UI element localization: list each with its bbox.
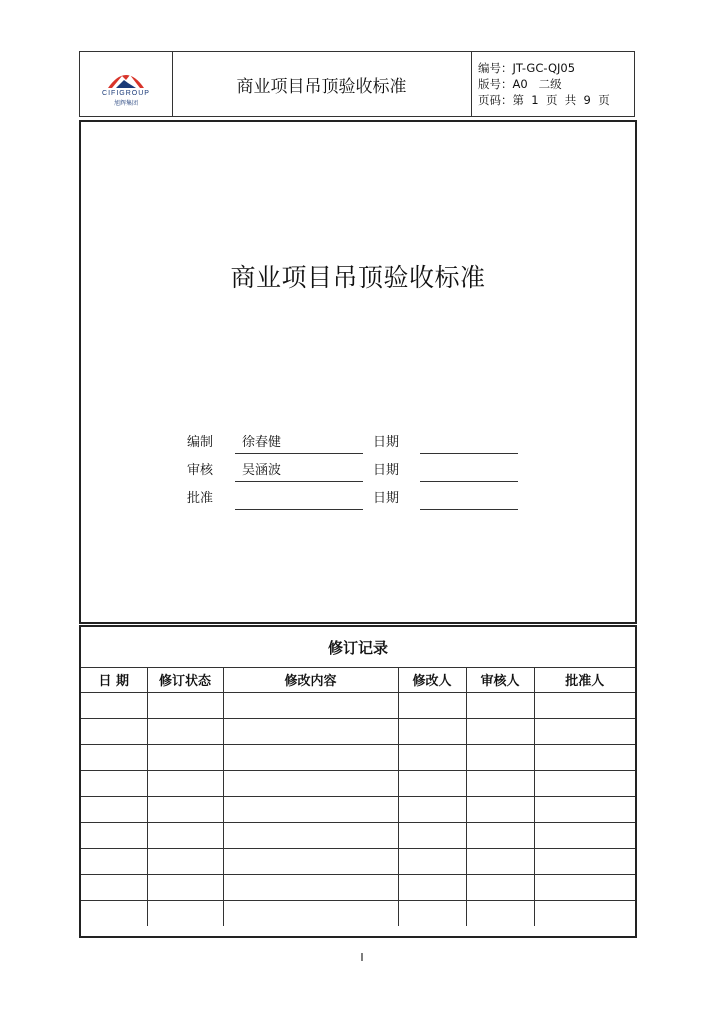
column-header: 修订状态 [147,667,223,693]
table-cell [147,719,223,745]
table-cell [147,901,223,927]
table-cell [466,901,534,927]
approved-date-line [420,509,518,510]
table-cell [223,849,398,875]
table-cell [398,875,466,901]
header-title: 商业项目吊顶验收标准 [172,52,472,116]
table-row [81,901,635,927]
prepared-by-line [235,453,363,454]
table-cell [534,823,635,849]
table-cell [81,719,147,745]
table-cell [223,771,398,797]
table-cell [81,875,147,901]
page-number: I [360,951,364,964]
document-title: 商业项目吊顶验收标准 [230,263,486,292]
reviewed-by-name: 吴涵波 [242,463,282,478]
table-cell [534,849,635,875]
table-cell [534,797,635,823]
table-cell [534,745,635,771]
table-cell [223,745,398,771]
reviewed-by-line [235,481,363,482]
table-cell [398,901,466,927]
table-cell [534,771,635,797]
table-cell [81,823,147,849]
table-cell [147,849,223,875]
mountain-logo-icon [106,66,146,90]
table-row [81,745,635,771]
document-version: 版号：A0 二级 [478,77,562,91]
table-cell [466,823,534,849]
table-cell [223,875,398,901]
document-code: 编号：JT-GC-QJ05 [478,61,576,75]
reviewed-by-label: 审核 [187,463,214,478]
revision-title: 修订记录 [81,627,635,668]
approved-by-label: 批准 [187,491,214,506]
revision-table [81,667,635,926]
prepared-by-label: 编制 [187,435,214,450]
table-cell [147,875,223,901]
table-row [81,771,635,797]
prepared-date-line [420,453,518,454]
table-cell [223,901,398,927]
table-cell [147,823,223,849]
table-cell [534,719,635,745]
table-cell [147,797,223,823]
table-cell [81,849,147,875]
approved-date-label: 日期 [373,491,400,506]
table-cell [398,719,466,745]
cover-page [79,120,637,624]
logo-text: CIFIGROUP [102,90,150,97]
table-cell [466,719,534,745]
table-cell [398,771,466,797]
table-cell [223,797,398,823]
column-header: 修改人 [398,667,466,693]
table-cell [81,771,147,797]
table-row [81,719,635,745]
column-header: 日 期 [81,667,147,693]
document-page: 页码：第 1 页 共 9 页 [478,93,610,107]
table-cell [466,875,534,901]
table-cell [223,693,398,719]
table-cell [398,745,466,771]
prepared-by-name: 徐春健 [242,435,282,450]
table-cell [147,745,223,771]
table-cell [81,901,147,927]
table-cell [81,745,147,771]
table-cell [534,875,635,901]
document-header [79,51,635,117]
reviewed-date-line [420,481,518,482]
table-cell [223,719,398,745]
table-row [81,693,635,719]
table-cell [81,797,147,823]
approved-by-line [235,509,363,510]
table-cell [147,771,223,797]
header-meta [478,60,610,108]
table-row [81,875,635,901]
column-header: 修改内容 [223,667,398,693]
table-cell [466,849,534,875]
table-cell [534,693,635,719]
table-cell [147,693,223,719]
revision-record [79,625,637,938]
table-row [81,797,635,823]
company-logo [80,52,173,116]
table-cell [534,901,635,927]
column-header: 审核人 [466,667,534,693]
table-cell [223,823,398,849]
prepared-date-label: 日期 [373,435,400,450]
table-cell [466,745,534,771]
table-row [81,849,635,875]
table-header-row [81,667,635,693]
table-cell [81,693,147,719]
table-cell [466,693,534,719]
table-row [81,823,635,849]
column-header: 批准人 [534,667,635,693]
table-cell [466,771,534,797]
table-cell [398,849,466,875]
table-cell [398,797,466,823]
table-cell [398,693,466,719]
table-cell [466,797,534,823]
logo-subtext: 旭辉集团 [113,100,138,107]
reviewed-date-label: 日期 [373,463,400,478]
table-cell [398,823,466,849]
